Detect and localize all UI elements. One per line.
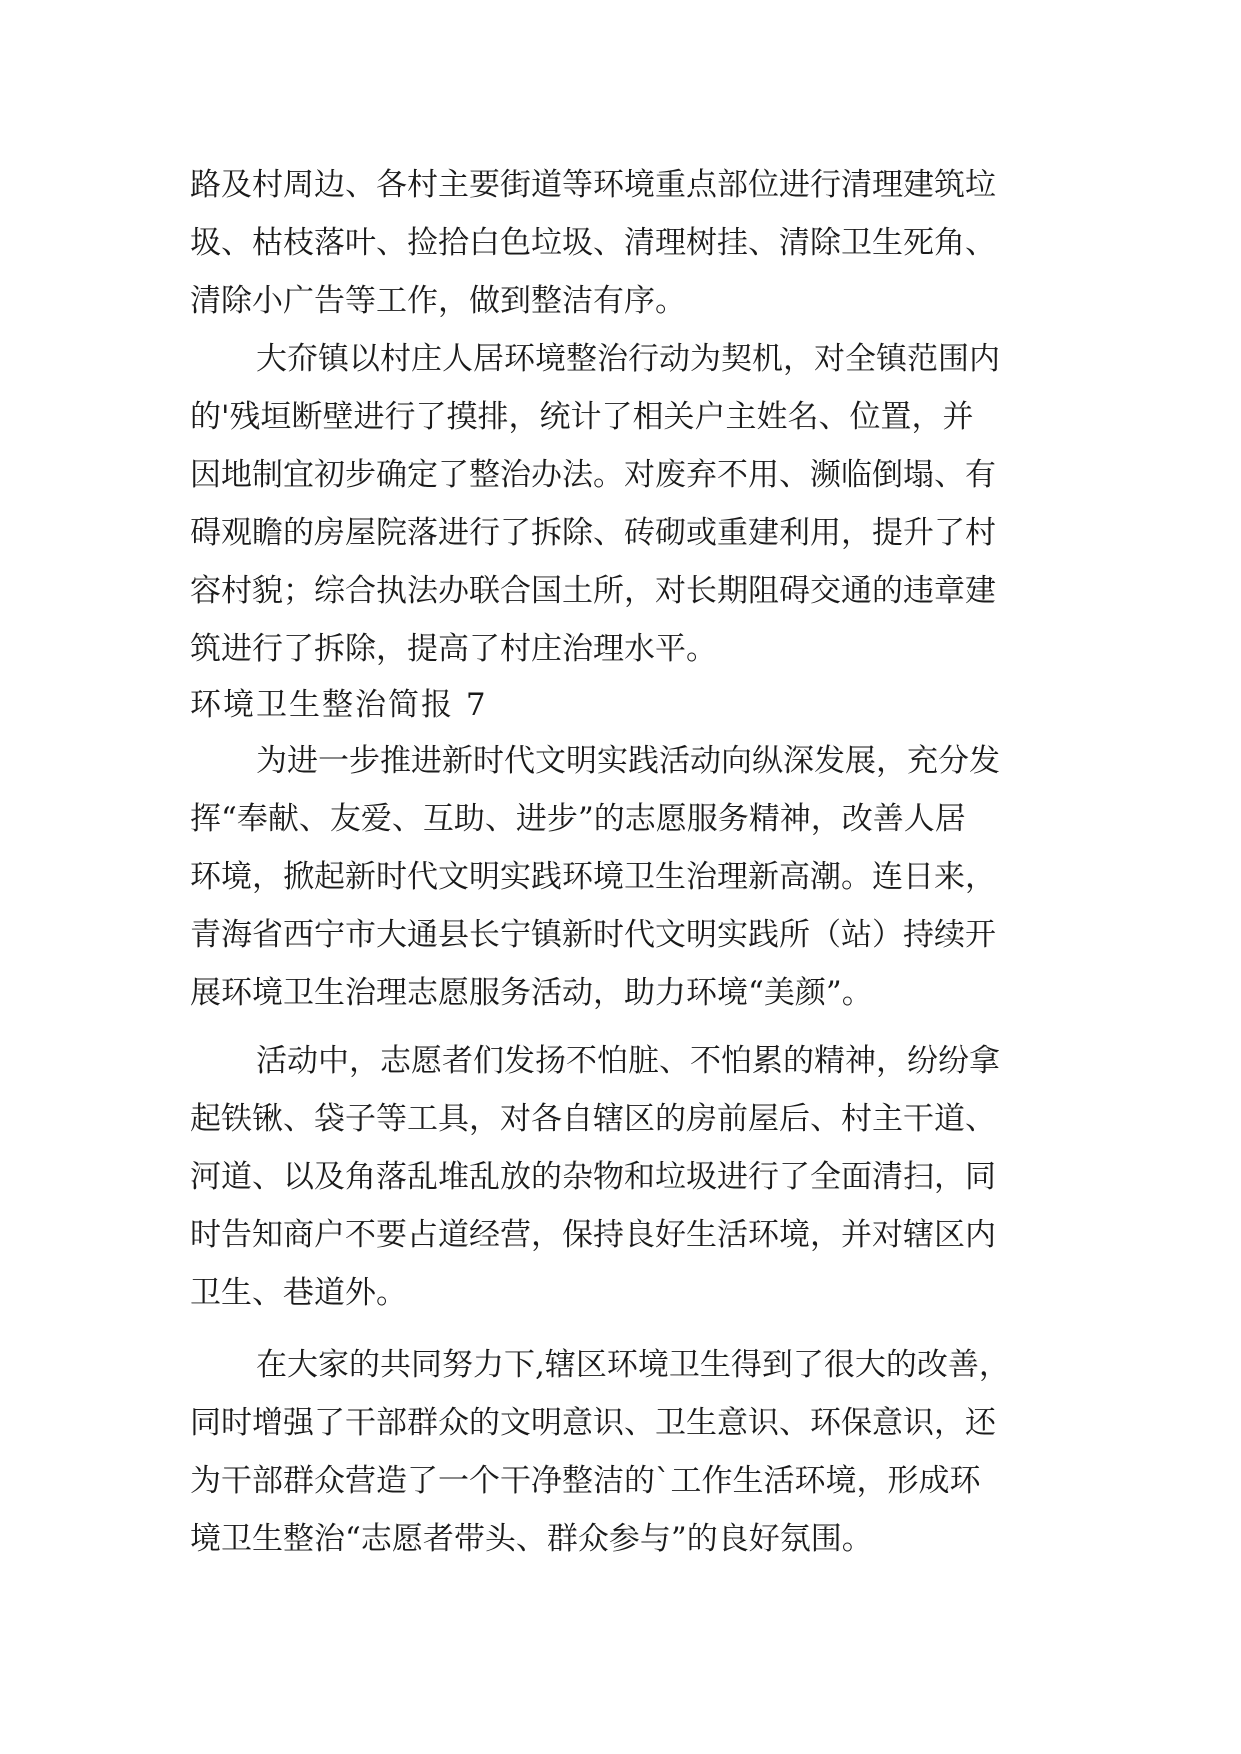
paragraph-4-line-5: 卫生、巷道外。 [190, 1275, 407, 1311]
paragraph-3-line-4: 青海省西宁市大通县长宁镇新时代文明实践所（站）持续开 [190, 917, 996, 953]
paragraph-4-line-1: 活动中，志愿者们发扬不怕脏、不怕累的精神，纷纷拿 [256, 1043, 1000, 1079]
paragraph-2-line-3: 因地制宜初步确定了整治办法。对废弃不用、濒临倒塌、有 [190, 457, 996, 493]
paragraph-5-line-2: 同时增强了干部群众的文明意识、卫生意识、环保意识，还 [190, 1405, 996, 1441]
paragraph-3-line-2: 挥“奉献、友爱、互助、进步”的志愿服务精神，改善人居 [190, 801, 966, 837]
paragraph-3-line-3: 环境，掀起新时代文明实践环境卫生治理新高潮。连日来， [190, 859, 996, 895]
paragraph-4-line-4: 时告知商户不要占道经营，保持良好生活环境，并对辖区内 [190, 1217, 996, 1253]
paragraph-4-line-3: 河道、以及角落乱堆乱放的杂物和垃圾进行了全面清扫，同 [190, 1159, 996, 1195]
paragraph-1-line-1: 路及村周边、各村主要街道等环境重点部位进行清理建筑垃 [190, 167, 996, 203]
paragraph-5-line-1: 在大家的共同努力下,辖区环境卫生得到了很大的改善， [256, 1347, 1010, 1383]
paragraph-1-line-2: 圾、枯枝落叶、捡拾白色垃圾、清理树挂、清除卫生死角、 [190, 225, 996, 261]
paragraph-4-line-2: 起铁锹、袋子等工具，对各自辖区的房前屋后、村主干道、 [190, 1101, 996, 1137]
paragraph-1-line-3: 清除小广告等工作，做到整洁有序。 [190, 283, 686, 319]
paragraph-5-line-4: 境卫生整治“志愿者带头、群众参与”的良好氛围。 [190, 1521, 873, 1557]
section-heading: 环境卫生整治简报 7 [190, 687, 488, 723]
paragraph-2-line-4: 碍观瞻的房屋院落进行了拆除、砖砌或重建利用，提升了村 [190, 515, 996, 551]
paragraph-2-line-2: 的'残垣断壁进行了摸排，统计了相关户主姓名、位置，并 [190, 399, 974, 435]
paragraph-5-line-3: 为干部群众营造了一个干净整洁的`工作生活环境，形成环 [190, 1463, 981, 1499]
paragraph-3-line-1: 为进一步推进新时代文明实践活动向纵深发展，充分发 [256, 743, 1000, 779]
paragraph-3-line-5: 展环境卫生治理志愿服务活动，助力环境“美颜”。 [190, 975, 873, 1011]
paragraph-2-line-6: 筑进行了拆除，提高了村庄治理水平。 [190, 631, 717, 667]
paragraph-2-line-1: 大夼镇以村庄人居环境整治行动为契机，对全镇范围内 [256, 341, 1000, 377]
paragraph-2-line-5: 容村貌；综合执法办联合国土所，对长期阻碍交通的违章建 [190, 573, 996, 609]
